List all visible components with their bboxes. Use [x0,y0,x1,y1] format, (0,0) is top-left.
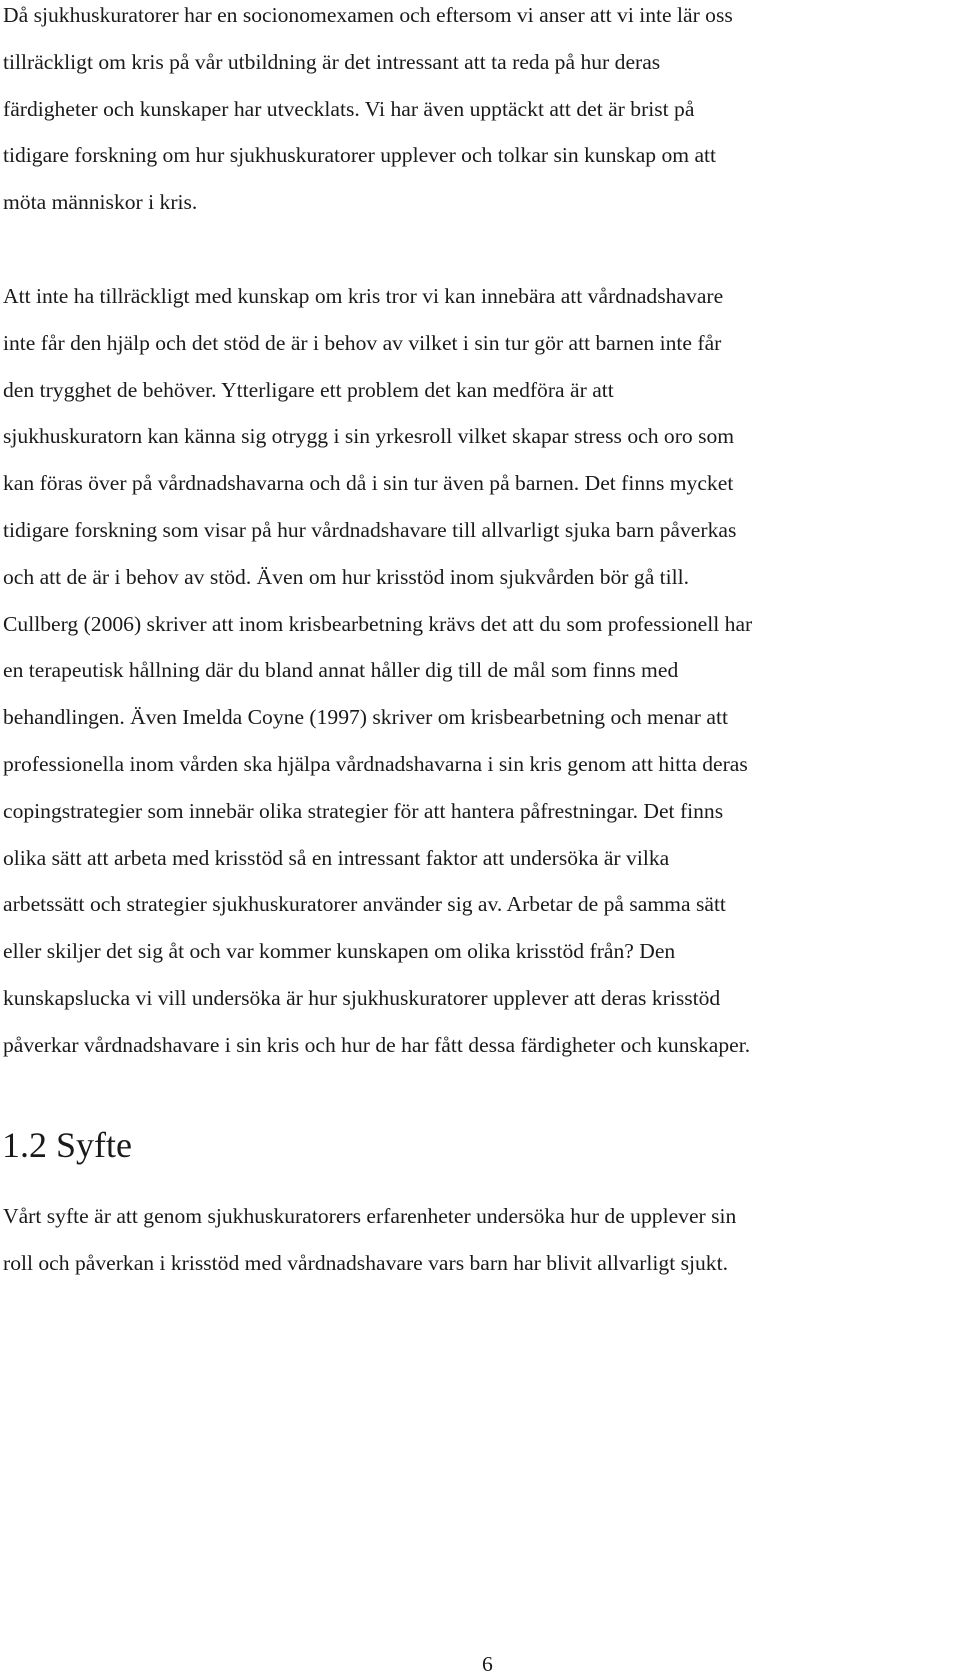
text-line: tidigare forskning om hur sjukhuskuratorer upplever och tolkar sin kunskap om att [3,143,717,168]
paragraph-purpose [3,1193,736,1287]
text-line: tillräckligt om kris på vår utbildning är det intressant att ta reda på hur deras [3,49,661,74]
text-line: behandlingen. Även Imelda Coyne (1997) skriver om krisbearbetning och menar att [3,705,728,730]
text-line: tidigare forskning som visar på hur vårdnadshavare till allvarligt sjuka barn påverkas [3,517,737,542]
text-line: copingstrategier som innebär olika strategier för att hantera påfrestningar. Det finns [3,798,724,823]
text-line: eller skiljer det sig åt och var kommer kunskapen om olika krisstöd från? Den [3,939,676,964]
text-line: inte får den hjälp och det stöd de är i behov av vilket i sin tur gör att barnen inte får [3,330,722,355]
text-line: arbetssätt och strategier sjukhuskuratorer använder sig av. Arbetar de på samma sätt [3,892,726,917]
section-heading: 1.2 Syfte [2,1125,132,1165]
text-line: Vårt syfte är att genom sjukhuskuratorers erfarenheter undersöka hur de upplever sin [3,1204,737,1228]
text-line: Att inte ha tillräckligt med kunskap om kris tror vi kan innebära att vårdnadshavare [3,284,724,308]
text-line: Då sjukhuskuratorer har en socionomexamen och eftersom vi anser att vi inte lär oss [3,3,733,27]
text-line: kunskapslucka vi vill undersöka är hur sjukhuskuratorer upplever att deras krisstöd [3,985,721,1010]
text-line: roll och påverkan i krisstöd med vårdnadshavare vars barn har blivit allvarligt sjukt. [3,1250,728,1275]
text-line: professionella inom vården ska hjälpa vårdnadshavarna i sin kris genom att hitta deras [3,751,748,776]
text-line: den trygghet de behöver. Ytterligare ett problem det kan medföra är att [3,377,614,402]
page-number: 6 [482,1652,493,1676]
text-line: färdigheter och kunskaper har utvecklats. Vi har även upptäckt att det är brist på [3,96,695,121]
text-line: sjukhuskuratorn kan känna sig otrygg i sin yrkesroll vilket skapar stress och oro som [3,424,735,449]
text-line: en terapeutisk hållning där du bland annat håller dig till de mål som finns med [3,658,679,683]
text-line: möta människor i kris. [3,190,198,215]
paragraph-problem [3,273,752,1069]
text-line: Cullberg (2006) skriver att inom krisbearbetning krävs det att du som professionell har [3,611,753,636]
text-line: och att de är i behov av stöd. Även om hur krisstöd inom sjukvården bör gå till. [3,564,690,589]
text-line: olika sätt att arbeta med krisstöd så en intressant faktor att undersöka är vilka [3,845,670,870]
paragraph-intro [3,0,733,226]
text-line: påverkar vårdnadshavare i sin kris och hur de har fått dessa färdigheter och kunskaper. [3,1032,751,1057]
text-line: kan föras över på vårdnadshavarna och då i sin tur även på barnen. Det finns mycket [3,471,734,496]
